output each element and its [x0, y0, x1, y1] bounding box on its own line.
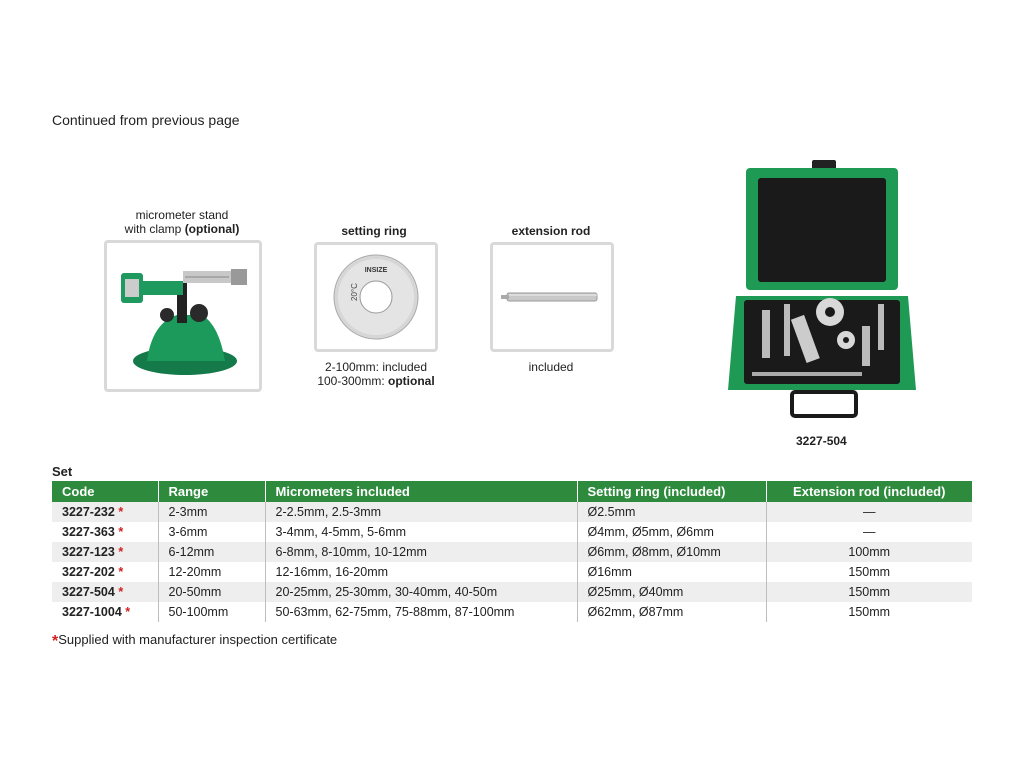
- extension-rod-image-box: [490, 242, 614, 352]
- cell-code: 3227-123 *: [52, 542, 158, 562]
- setting-ring-image: [317, 245, 435, 349]
- certificate-star: *: [125, 605, 131, 619]
- cell-code: 3227-1004 *: [52, 602, 158, 622]
- extension-rod-image: [493, 245, 611, 349]
- table-row: [52, 582, 972, 602]
- cell-micrometers: 3-4mm, 4-5mm, 5-6mm: [265, 522, 577, 542]
- header-range: Range: [158, 481, 265, 502]
- cell-range: 2-3mm: [158, 502, 265, 522]
- extension-rod-caption: included: [528, 360, 574, 374]
- certificate-star: *: [118, 525, 124, 539]
- cell-extension-rod: 100mm: [766, 542, 972, 562]
- table-row: [52, 602, 972, 622]
- cell-extension-rod: 150mm: [766, 602, 972, 622]
- table-row: [52, 562, 972, 582]
- cell-micrometers: 20-25mm, 25-30mm, 30-40mm, 40-50m: [265, 582, 577, 602]
- continued-note: Continued from previous page: [52, 112, 240, 128]
- cell-extension-rod: 150mm: [766, 582, 972, 602]
- footnote-star: *: [52, 633, 59, 650]
- certificate-footnote: [52, 632, 337, 651]
- cell-extension-rod: —: [766, 502, 972, 522]
- table-row: [52, 522, 972, 542]
- set-title: Set: [52, 464, 73, 479]
- set-table: [52, 481, 972, 622]
- stand-image-box: [104, 240, 262, 392]
- cell-extension-rod: —: [766, 522, 972, 542]
- cell-code: 3227-504 *: [52, 582, 158, 602]
- cell-setting-ring: Ø2.5mm: [577, 502, 766, 522]
- table-row: [52, 542, 972, 562]
- cell-micrometers: 2-2.5mm, 2.5-3mm: [265, 502, 577, 522]
- case-product-code: 3227-504: [796, 434, 847, 448]
- ring-temp-mark: 20°C: [350, 283, 359, 301]
- table-header-row: [52, 481, 972, 502]
- header-micrometers: Micrometers included: [265, 481, 577, 502]
- product-case-image: [726, 158, 918, 420]
- cell-setting-ring: Ø16mm: [577, 562, 766, 582]
- cell-setting-ring: Ø6mm, Ø8mm, Ø10mm: [577, 542, 766, 562]
- cell-micrometers: 12-16mm, 16-20mm: [265, 562, 577, 582]
- extension-rod-title: extension rod: [511, 224, 591, 238]
- cell-range: 12-20mm: [158, 562, 265, 582]
- ring-brand-mark: INSIZE: [364, 267, 388, 274]
- cell-setting-ring: Ø62mm, Ø87mm: [577, 602, 766, 622]
- certificate-star: *: [118, 505, 124, 519]
- cell-micrometers: 50-63mm, 62-75mm, 75-88mm, 87-100mm: [265, 602, 577, 622]
- setting-ring-caption: [304, 360, 448, 388]
- footnote-text: Supplied with manufacturer inspection certificate: [58, 632, 338, 647]
- cell-setting-ring: Ø25mm, Ø40mm: [577, 582, 766, 602]
- stand-label: [102, 208, 262, 236]
- ring-caption-line1: 2-100mm: included: [324, 360, 428, 374]
- cell-range: 3-6mm: [158, 522, 265, 542]
- cell-code: 3227-202 *: [52, 562, 158, 582]
- header-setting-ring: Setting ring (included): [577, 481, 766, 502]
- table-row: [52, 502, 972, 522]
- setting-ring-image-box: [314, 242, 438, 352]
- certificate-star: *: [118, 545, 124, 559]
- header-extension-rod: Extension rod (included): [766, 481, 972, 502]
- cell-extension-rod: 150mm: [766, 562, 972, 582]
- cell-code: 3227-232 *: [52, 502, 158, 522]
- cell-code: 3227-363 *: [52, 522, 158, 542]
- header-code: Code: [52, 481, 158, 502]
- cell-range: 6-12mm: [158, 542, 265, 562]
- cell-range: 50-100mm: [158, 602, 265, 622]
- cell-micrometers: 6-8mm, 8-10mm, 10-12mm: [265, 542, 577, 562]
- setting-ring-title: setting ring: [341, 224, 407, 238]
- cell-range: 20-50mm: [158, 582, 265, 602]
- ring-caption-line2: 100-300mm: optional: [317, 374, 435, 388]
- micrometer-stand-image: [107, 243, 259, 389]
- cell-setting-ring: Ø4mm, Ø5mm, Ø6mm: [577, 522, 766, 542]
- stand-label-line2: with clamp (optional): [124, 222, 240, 236]
- certificate-star: *: [118, 565, 124, 579]
- certificate-star: *: [118, 585, 124, 599]
- stand-label-line1: micrometer stand: [135, 208, 229, 222]
